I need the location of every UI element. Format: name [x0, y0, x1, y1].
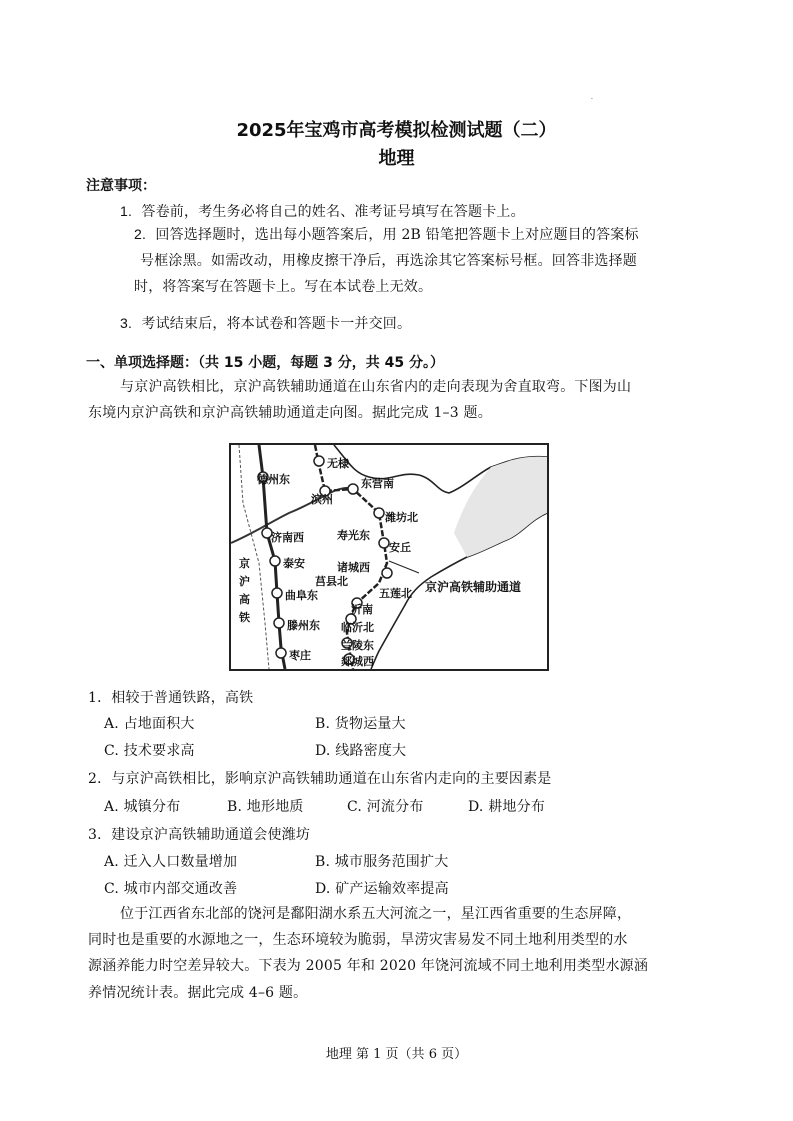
label-station: 滕州东: [287, 619, 320, 632]
label-station: 潍坊北: [385, 511, 418, 524]
label-station: 莒县北: [315, 575, 348, 588]
section-heading: 一、单项选择题：（共 15 小题，每题 3 分，共 45 分。）: [86, 355, 444, 371]
passage-line: 位于江西省东北部的饶河是鄱阳湖水系五大河流之一，星江西省重要的生态屏障，: [120, 906, 632, 922]
question-2-option-b: B. 地形地质: [227, 799, 304, 815]
label-station: 沂南: [351, 603, 373, 616]
notice-heading: 注意事项：: [86, 178, 156, 194]
notice-text: 考试结束后，将本试卷和答题卡一并交回。: [141, 316, 412, 332]
question-2-option-c: C. 河流分布: [347, 799, 424, 815]
station-wudi: [314, 456, 324, 466]
question-3-option-a: A. 迁入人口数量增加: [104, 854, 238, 870]
label-station: 东营南: [361, 477, 394, 490]
question-1-stem: 1．相较于普通铁路，高铁: [88, 690, 254, 706]
station-dongying: [348, 484, 358, 494]
question-3-option-c: C. 城市内部交通改善: [104, 881, 238, 897]
passage-line: 养情况统计表。据此完成 4–6 题。: [88, 985, 308, 1001]
notice-text: 时，将答案写在答题卡上。写在本试卷上无效。: [134, 279, 433, 295]
label-main-line: 铁: [239, 611, 250, 624]
intro-line: 与京沪高铁相比，京沪高铁辅助通道在山东省内的走向表现为舍直取弯。下图为山: [120, 379, 632, 395]
notice-item-1: [120, 201, 525, 221]
station-qufu: [272, 588, 282, 598]
question-1-option-d: D. 线路密度大: [315, 743, 407, 759]
label-station: 枣庄: [289, 649, 311, 662]
scan-dot: ·: [591, 96, 593, 103]
question-3-stem: 3．建设京沪高铁辅助通道会使潍坊: [88, 827, 311, 843]
label-main-line: 沪: [239, 575, 250, 588]
label-aux-line: 京沪高铁辅助通道: [425, 580, 522, 594]
label-main-line: 京: [239, 557, 250, 570]
label-station: 滨州: [311, 493, 333, 506]
label-station: 安丘: [389, 541, 411, 554]
label-main-line: 高: [239, 593, 250, 606]
notice-item-2: [134, 224, 639, 244]
station-anqiu: [379, 538, 389, 548]
label-station: 诸城西: [337, 561, 370, 574]
railway-map: [229, 443, 549, 671]
station-zaozhuang: [276, 648, 286, 658]
label-station: 曲阜东: [285, 589, 318, 602]
label-station: 无棣: [327, 457, 349, 470]
notice-text: 号框涂黑。如需改动，用橡皮擦干净后，再选涂其它答案标号框。回答非选择题: [140, 253, 637, 269]
question-3-option-d: D. 矿产运输效率提高: [315, 881, 449, 897]
station-weifang: [374, 508, 384, 518]
question-3-option-b: B. 城市服务范围扩大: [315, 854, 449, 870]
question-1-option-c: C. 技术要求高: [104, 743, 195, 759]
subject-title: 地理: [378, 148, 415, 169]
question-2-option-d: D. 耕地分布: [468, 799, 546, 815]
question-2-option-a: A. 城镇分布: [104, 799, 181, 815]
station-wulian: [382, 568, 392, 578]
passage-line: 同时也是重要的水源地之一，生态环境较为脆弱，旱涝灾害易发不同土地利用类型的水: [88, 932, 628, 948]
intro-line: 东境内京沪高铁和京沪高铁辅助通道走向图。据此完成 1–3 题。: [88, 405, 492, 421]
label-station: 兰陵东: [341, 639, 374, 652]
passage-line: 源涵养能力时空差异较大。下表为 2005 年和 2020 年饶河流域不同土地利用类型水源涵: [88, 958, 649, 974]
notice-item-3: [120, 313, 411, 333]
notice-number: 2.: [134, 226, 147, 242]
question-1-option-b: B. 货物运量大: [315, 716, 406, 732]
label-station: 五莲北: [379, 587, 412, 600]
station-taian: [270, 556, 280, 566]
notice-number: 1.: [120, 203, 133, 219]
question-2-stem: 2．与京沪高铁相比，影响京沪高铁辅助通道在山东省内走向的主要因素是: [88, 771, 552, 787]
label-station: 临沂北: [341, 621, 374, 634]
label-station: 济南西: [271, 531, 304, 544]
notice-number: 3.: [120, 315, 133, 331]
page-footer: 地理 第 1 页（共 6 页）: [325, 1047, 468, 1062]
exam-title: 2025年宝鸡市高考模拟检测试题（二）: [236, 120, 557, 141]
notice-text: 回答选择题时，选出每小题答案后，用 2B 铅笔把答题卡上对应题目的答案标: [155, 227, 639, 243]
label-station: 泰安: [283, 557, 305, 570]
label-station: 德州东: [257, 473, 290, 486]
label-station: 寿光东: [337, 529, 370, 542]
question-1-option-a: A. 占地面积大: [104, 716, 195, 732]
label-station: 郯城西: [341, 655, 374, 668]
station-tengzhou: [274, 618, 284, 628]
notice-text: 答卷前，考生务必将自己的姓名、准考证号填写在答题卡上。: [141, 204, 525, 220]
